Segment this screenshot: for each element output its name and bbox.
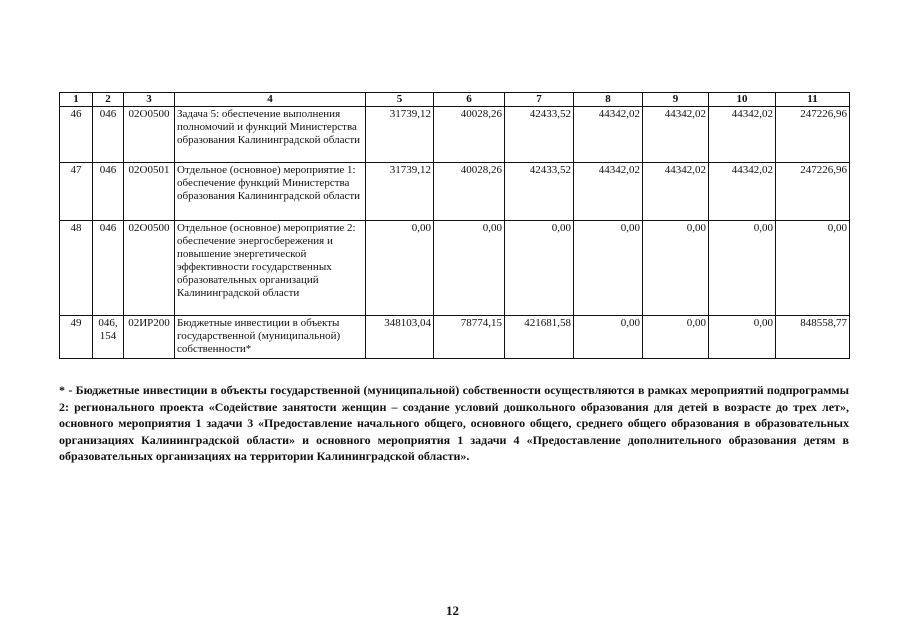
value-cell: 0,00 [366,221,434,316]
row-number-cell: 49 [60,316,93,359]
table-row [60,316,850,359]
value-cell: 0,00 [434,221,505,316]
value-cell: 0,00 [643,221,709,316]
target-code-cell: 02О0500 [124,221,175,316]
column-header-9: 9 [643,93,709,107]
value-cell: 40028,26 [434,107,505,163]
budget-table [59,92,850,359]
table-row [60,107,850,163]
value-cell: 0,00 [709,316,776,359]
item-name-cell: Бюджетные инвестиции в объекты государственной (муниципальной) собственности* [175,316,366,359]
column-header-1: 1 [60,93,93,107]
total-cell: 247226,96 [776,107,850,163]
target-code-cell: 02ИР200 [124,316,175,359]
total-cell: 848558,77 [776,316,850,359]
value-cell: 44342,02 [574,107,643,163]
value-cell: 31739,12 [366,107,434,163]
column-header-10: 10 [709,93,776,107]
value-cell: 0,00 [574,316,643,359]
column-header-8: 8 [574,93,643,107]
value-cell: 78774,15 [434,316,505,359]
column-header-2: 2 [93,93,124,107]
value-cell: 0,00 [643,316,709,359]
ministry-code-cell: 046, 154 [93,316,124,359]
value-cell: 44342,02 [709,107,776,163]
value-cell: 44342,02 [643,163,709,221]
table-row [60,221,850,316]
value-cell: 348103,04 [366,316,434,359]
value-cell: 42433,52 [505,107,574,163]
total-cell: 0,00 [776,221,850,316]
column-header-6: 6 [434,93,505,107]
total-cell: 247226,96 [776,163,850,221]
footnote: * - Бюджетные инвестиции в объекты государственной (муниципальной) собственности осуществляются в рамках мероприятий подпрограммы 2: регионального проекта «Содействие занятости женщин – создание условий дошкольного образования для детей в возрасте до трех лет», основного мероприятия 1 задачи 3 «Предоставление начального общего, основного общего, среднего общего образования в образовательных организациях Калининградской области» и основного мероприятия 1 задачи 4 «Предоставление дополнительного образования детям в образовательных организациях на территории Калининградской области». [59,383,849,463]
value-cell: 40028,26 [434,163,505,221]
column-header-4: 4 [175,93,366,107]
column-header-5: 5 [366,93,434,107]
table-row [60,163,850,221]
row-number-cell: 48 [60,221,93,316]
ministry-code-cell: 046 [93,163,124,221]
item-name-cell: Отдельное (основное) мероприятие 2: обеспечение энергосбережения и повышение энергетической эффективности государственных образовательных организаций Калининградской области [175,221,366,316]
column-header-11: 11 [776,93,850,107]
target-code-cell: 02О0500 [124,107,175,163]
value-cell: 421681,58 [505,316,574,359]
value-cell: 31739,12 [366,163,434,221]
value-cell: 44342,02 [709,163,776,221]
value-cell: 44342,02 [643,107,709,163]
target-code-cell: 02О0501 [124,163,175,221]
value-cell: 42433,52 [505,163,574,221]
column-header-7: 7 [505,93,574,107]
item-name-cell: Задача 5: обеспечение выполнения полномочий и функций Министерства образования Калининградской области [175,107,366,163]
value-cell: 0,00 [574,221,643,316]
row-number-cell: 47 [60,163,93,221]
value-cell: 44342,02 [574,163,643,221]
table-header-row [60,93,850,107]
value-cell: 0,00 [505,221,574,316]
row-number-cell: 46 [60,107,93,163]
value-cell: 0,00 [709,221,776,316]
item-name-cell: Отдельное (основное) мероприятие 1: обеспечение функций Министерства образования Калининградской области [175,163,366,221]
ministry-code-cell: 046 [93,221,124,316]
ministry-code-cell: 046 [93,107,124,163]
page-number: 12 [446,603,459,618]
column-header-3: 3 [124,93,175,107]
